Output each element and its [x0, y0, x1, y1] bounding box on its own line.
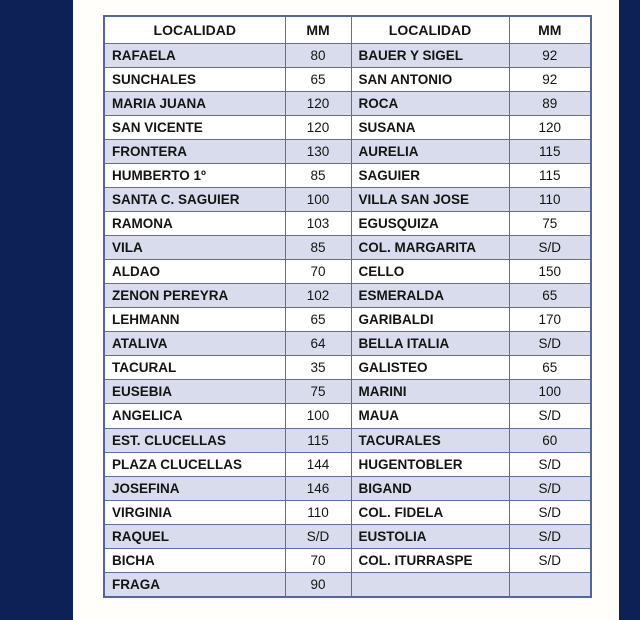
mm-value-cell: S/D: [509, 404, 591, 428]
locality-cell: COL. FIDELA: [351, 500, 509, 524]
right-navy-bar: [619, 0, 640, 620]
locality-cell: SUNCHALES: [104, 68, 285, 92]
locality-cell: JOSEFINA: [104, 476, 285, 500]
locality-cell: FRONTERA: [104, 140, 285, 164]
header-mm-right: MM: [509, 16, 591, 44]
mm-value-cell: 92: [509, 44, 591, 68]
locality-cell: VIRGINIA: [104, 500, 285, 524]
left-navy-bar: [0, 0, 73, 620]
locality-cell: EUSEBIA: [104, 380, 285, 404]
locality-cell: SAN VICENTE: [104, 116, 285, 140]
locality-cell: EUSTOLIA: [351, 524, 509, 548]
locality-cell: SAN ANTONIO: [351, 68, 509, 92]
locality-cell: COL. MARGARITA: [351, 236, 509, 260]
locality-cell: RAMONA: [104, 212, 285, 236]
table-row: [104, 68, 591, 92]
locality-cell: ALDAO: [104, 260, 285, 284]
mm-value-cell: 115: [509, 164, 591, 188]
mm-value-cell: 70: [285, 548, 351, 572]
locality-cell: HUGENTOBLER: [351, 452, 509, 476]
mm-value-cell: 75: [285, 380, 351, 404]
table-row: [104, 188, 591, 212]
mm-value-cell: 85: [285, 164, 351, 188]
rainfall-table-container: [103, 15, 590, 598]
table-row: [104, 92, 591, 116]
mm-value-cell: 120: [285, 92, 351, 116]
header-mm-left: MM: [285, 16, 351, 44]
locality-cell: TACURAL: [104, 356, 285, 380]
mm-value-cell: 65: [285, 68, 351, 92]
mm-value-cell: 130: [285, 140, 351, 164]
mm-value-cell: 60: [509, 428, 591, 452]
mm-value-cell: [509, 572, 591, 597]
table-row: [104, 164, 591, 188]
mm-value-cell: 100: [509, 380, 591, 404]
mm-value-cell: S/D: [509, 236, 591, 260]
mm-value-cell: 65: [509, 356, 591, 380]
locality-cell: RAQUEL: [104, 524, 285, 548]
mm-value-cell: 170: [509, 308, 591, 332]
mm-value-cell: 65: [285, 308, 351, 332]
rainfall-table: [103, 15, 592, 598]
locality-cell: EGUSQUIZA: [351, 212, 509, 236]
locality-cell: HUMBERTO 1º: [104, 164, 285, 188]
locality-cell: VILA: [104, 236, 285, 260]
table-row: [104, 116, 591, 140]
locality-cell: EST. CLUCELLAS: [104, 428, 285, 452]
mm-value-cell: 103: [285, 212, 351, 236]
table-row: [104, 524, 591, 548]
table-row: [104, 548, 591, 572]
mm-value-cell: 150: [509, 260, 591, 284]
locality-cell: SUSANA: [351, 116, 509, 140]
mm-value-cell: 64: [285, 332, 351, 356]
locality-cell: RAFAELA: [104, 44, 285, 68]
locality-cell: MAUA: [351, 404, 509, 428]
table-row: [104, 284, 591, 308]
locality-cell: BAUER Y SIGEL: [351, 44, 509, 68]
locality-cell: VILLA SAN JOSE: [351, 188, 509, 212]
locality-cell: COL. ITURRASPE: [351, 548, 509, 572]
locality-cell: BELLA ITALIA: [351, 332, 509, 356]
mm-value-cell: 144: [285, 452, 351, 476]
locality-cell: ANGELICA: [104, 404, 285, 428]
locality-cell: MARIA JUANA: [104, 92, 285, 116]
mm-value-cell: 102: [285, 284, 351, 308]
mm-value-cell: 120: [285, 116, 351, 140]
table-row: [104, 332, 591, 356]
table-row: [104, 308, 591, 332]
mm-value-cell: 80: [285, 44, 351, 68]
locality-cell: CELLO: [351, 260, 509, 284]
table-row: [104, 140, 591, 164]
locality-cell: PLAZA CLUCELLAS: [104, 452, 285, 476]
locality-cell: MARINI: [351, 380, 509, 404]
locality-cell: ZENON PEREYRA: [104, 284, 285, 308]
table-row: [104, 236, 591, 260]
locality-cell: GARIBALDI: [351, 308, 509, 332]
locality-cell: ESMERALDA: [351, 284, 509, 308]
mm-value-cell: 85: [285, 236, 351, 260]
table-row: [104, 356, 591, 380]
mm-value-cell: 75: [509, 212, 591, 236]
mm-value-cell: S/D: [509, 452, 591, 476]
header-localidad-left: LOCALIDAD: [104, 16, 285, 44]
table-row: [104, 452, 591, 476]
locality-cell: FRAGA: [104, 572, 285, 597]
table-row: [104, 428, 591, 452]
mm-value-cell: S/D: [509, 332, 591, 356]
mm-value-cell: 115: [509, 140, 591, 164]
table-row: [104, 212, 591, 236]
mm-value-cell: 100: [285, 404, 351, 428]
locality-cell: TACURALES: [351, 428, 509, 452]
table-row: [104, 572, 591, 597]
header-row: [104, 16, 591, 44]
locality-cell: BIGAND: [351, 476, 509, 500]
table-header: [104, 16, 591, 44]
mm-value-cell: 110: [285, 500, 351, 524]
mm-value-cell: 89: [509, 92, 591, 116]
mm-value-cell: S/D: [509, 500, 591, 524]
mm-value-cell: 65: [509, 284, 591, 308]
mm-value-cell: 120: [509, 116, 591, 140]
mm-value-cell: 146: [285, 476, 351, 500]
table-body: [104, 44, 591, 598]
locality-cell: LEHMANN: [104, 308, 285, 332]
locality-cell: ROCA: [351, 92, 509, 116]
mm-value-cell: 70: [285, 260, 351, 284]
table-row: [104, 380, 591, 404]
locality-cell: AURELIA: [351, 140, 509, 164]
table-row: [104, 44, 591, 68]
locality-cell: ATALIVA: [104, 332, 285, 356]
table-row: [104, 476, 591, 500]
mm-value-cell: 90: [285, 572, 351, 597]
locality-cell: GALISTEO: [351, 356, 509, 380]
mm-value-cell: 100: [285, 188, 351, 212]
locality-cell: SANTA C. SAGUIER: [104, 188, 285, 212]
mm-value-cell: S/D: [285, 524, 351, 548]
mm-value-cell: 92: [509, 68, 591, 92]
locality-cell: BICHA: [104, 548, 285, 572]
header-localidad-right: LOCALIDAD: [351, 16, 509, 44]
table-row: [104, 500, 591, 524]
table-row: [104, 404, 591, 428]
mm-value-cell: S/D: [509, 524, 591, 548]
mm-value-cell: 115: [285, 428, 351, 452]
mm-value-cell: 35: [285, 356, 351, 380]
mm-value-cell: 110: [509, 188, 591, 212]
locality-cell: [351, 572, 509, 597]
mm-value-cell: S/D: [509, 476, 591, 500]
table-row: [104, 260, 591, 284]
mm-value-cell: S/D: [509, 548, 591, 572]
locality-cell: SAGUIER: [351, 164, 509, 188]
